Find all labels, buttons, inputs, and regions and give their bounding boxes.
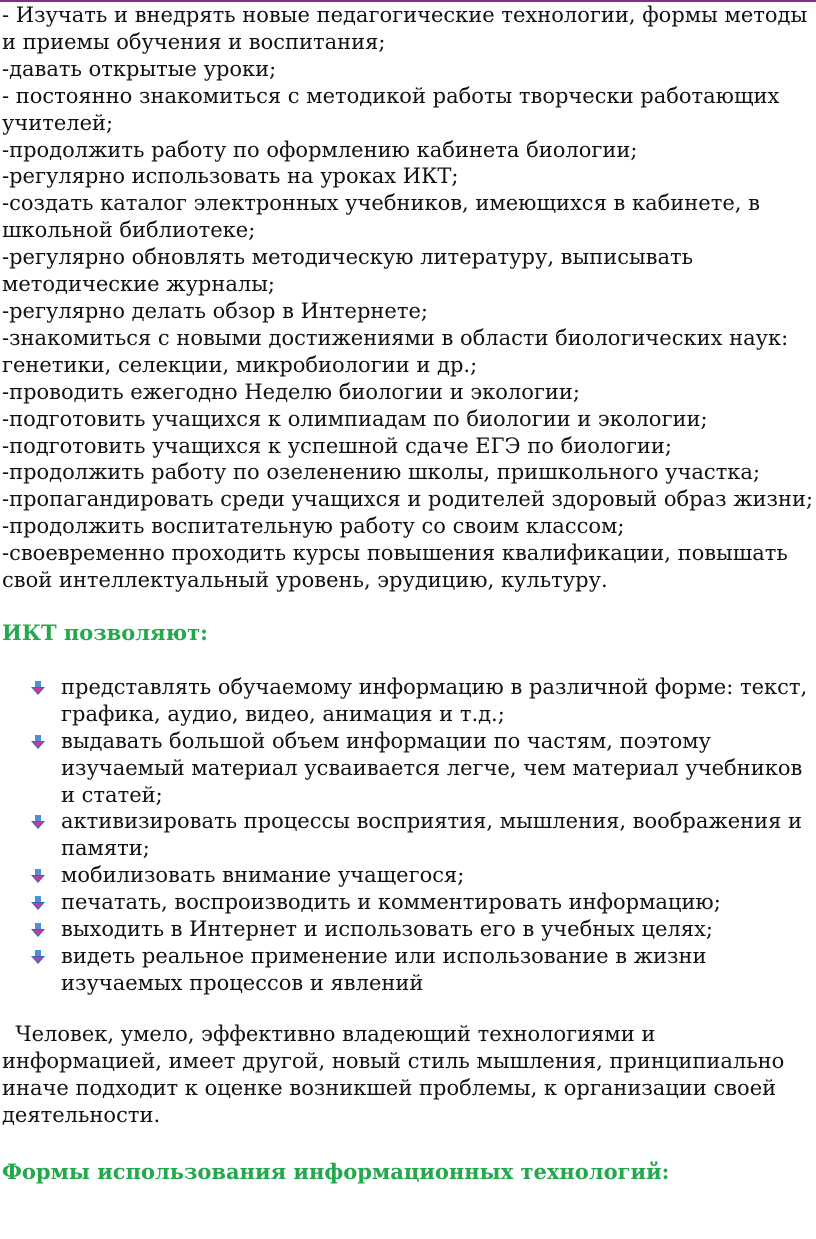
ikt-item-text: печатать, воспроизводить и комментировать информацию;: [61, 890, 721, 915]
list-item: [0, 916, 816, 943]
ikt-heading: ИКТ позволяют:: [2, 619, 208, 645]
tasks-list: [0, 0, 816, 594]
list-item: [0, 728, 816, 809]
list-item: [0, 889, 816, 916]
task-line: -подготовить учащихся к успешной сдаче ЕГЭ по биологии;: [2, 433, 672, 458]
task-line: -продолжить работу по озеленению школы, пришкольного участка;: [2, 460, 761, 485]
ikt-item-text: активизировать процессы восприятия, мышления, воображения и памяти;: [61, 809, 803, 861]
task-line: -регулярно обновлять методическую литературу, выписывать методические журналы;: [2, 245, 694, 297]
arrow-down-icon: [31, 681, 45, 695]
ikt-item-text: выдавать большой объем информации по частям, поэтому изучаемый материал усваивается легче, чем материал учебников и статей;: [61, 728, 803, 807]
task-line: -давать открытые уроки;: [2, 56, 277, 81]
arrow-down-icon: [31, 923, 45, 937]
forms-heading: Формы использования информационных технологий:: [2, 1159, 670, 1185]
task-line: -продолжить воспитательную работу со своим классом;: [2, 514, 625, 539]
task-line: -регулярно использовать на уроках ИКТ;: [2, 164, 459, 189]
ikt-item-text: представлять обучаемому информацию в различной форме: текст, графика, аудио, видео, анимация и т.д.;: [61, 674, 808, 726]
task-line: -пропагандировать среди учащихся и родителей здоровый образ жизни;: [2, 487, 814, 512]
ikt-item-text: мобилизовать внимание учащегося;: [61, 863, 465, 888]
task-line: -знакомиться с новыми достижениями в области биологических наук: генетики, селекции, микробиологии и др.;: [2, 325, 789, 377]
list-item: [0, 808, 816, 862]
ikt-list: [0, 646, 816, 997]
list-item: [0, 862, 816, 889]
summary-paragraph: Человек, умело, эффективно владеющий технологиями и информацией, имеет другой, новый стиль мышления, принципиально иначе подходит к оценке возникшей проблемы, к организации своей деятельности.: [2, 1021, 791, 1127]
arrow-down-icon: [31, 815, 45, 829]
task-line: -своевременно проходить курсы повышения квалификации, повышать свой интеллектуальный уровень, эрудицию, культуру.: [2, 541, 788, 593]
task-line: - постоянно знакомиться с методикой работы творчески работающих учителей;: [2, 83, 780, 135]
arrow-down-icon: [31, 869, 45, 883]
arrow-down-icon: [31, 950, 45, 964]
task-line: -регулярно делать обзор в Интернете;: [2, 298, 428, 323]
task-line: - Изучать и внедрять новые педагогические технологии, формы методы и приемы обучения и воспитания;: [2, 3, 808, 54]
task-line: -создать каталог электронных учебников, имеющихся в кабинете, в школьной библиотеке;: [2, 191, 760, 243]
ikt-item-text: видеть реальное применение или использование в жизни изучаемых процессов и явлений: [61, 944, 707, 995]
task-line: -подготовить учащихся к олимпиадам по биологии и экологии;: [2, 406, 708, 431]
ikt-item-text: выходить в Интернет и использовать его в учебных целях;: [61, 917, 713, 942]
task-line: -проводить ежегодно Неделю биологии и экологии;: [2, 379, 580, 404]
arrow-down-icon: [31, 896, 45, 910]
task-line: -продолжить работу по оформлению кабинета биологии;: [2, 137, 638, 162]
arrow-down-icon: [31, 735, 45, 749]
list-item: [0, 674, 816, 728]
list-item: [0, 943, 816, 997]
